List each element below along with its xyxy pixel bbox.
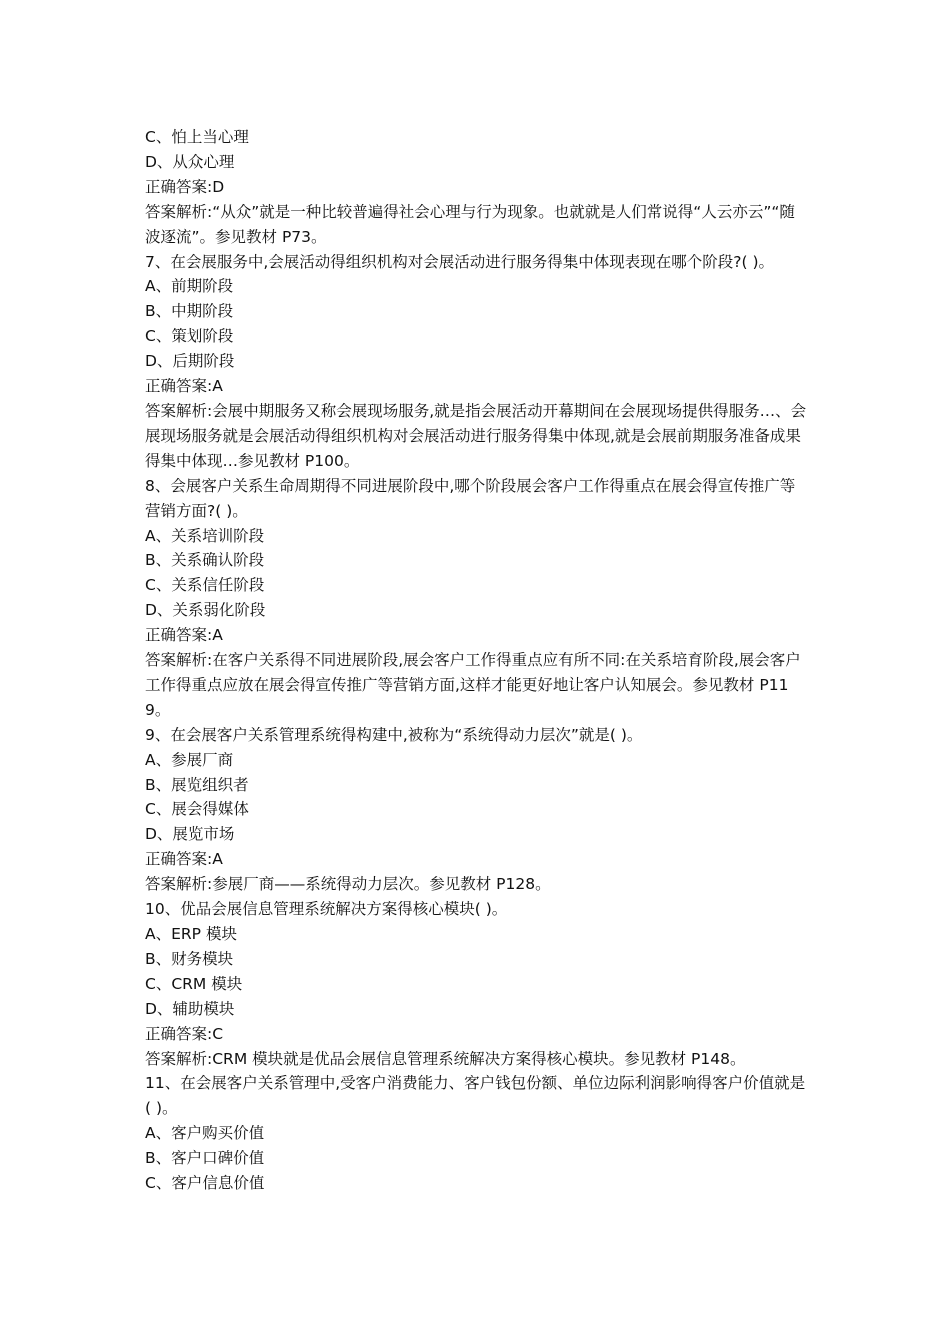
correct-answer: 正确答案:C — [145, 1024, 224, 1043]
option-c: C、展会得媒体 — [145, 800, 249, 819]
option-d: D、展览市场 — [145, 825, 235, 844]
option-b: B、客户口碑价值 — [145, 1149, 265, 1168]
correct-answer: 正确答案:A — [145, 850, 223, 869]
option-b: B、中期阶段 — [145, 302, 234, 321]
option-d: D、从众心理 — [145, 152, 235, 171]
option-c: C、怕上当心理 — [145, 128, 249, 146]
question-9: 9、在会展客户关系管理系统得构建中,被称为“系统得动力层次”就是( )。 — [145, 725, 643, 744]
correct-answer: 正确答案:A — [145, 626, 223, 645]
option-a: A、参展厂商 — [145, 750, 234, 769]
correct-answer: 正确答案:D — [145, 177, 225, 196]
option-d: D、后期阶段 — [145, 352, 235, 371]
option-a: A、关系培训阶段 — [145, 526, 265, 545]
option-c: C、关系信任阶段 — [145, 576, 265, 595]
option-d: D、辅助模块 — [145, 999, 235, 1018]
question-11: 11、在会展客户关系管理中,受客户消费能力、客户钱包份额、单位边际利润影响得客户价值就是( )。 — [145, 1074, 806, 1118]
answer-explanation: 答案解析:“从众”就是一种比较普遍得社会心理与行为现象。也就就是人们常说得“人云亦云”“随波逐流”。参见教材 P73。 — [145, 202, 795, 246]
option-c: C、客户信息价值 — [145, 1174, 265, 1193]
option-d: D、关系弱化阶段 — [145, 601, 266, 620]
document-page — [145, 125, 810, 1196]
option-b: B、展览组织者 — [145, 775, 249, 794]
option-b: B、关系确认阶段 — [145, 551, 265, 570]
option-c: C、CRM 模块 — [145, 974, 243, 993]
question-10: 10、优品会展信息管理系统解决方案得核心模块( )。 — [145, 900, 508, 919]
answer-explanation: 答案解析:在客户关系得不同进展阶段,展会客户工作得重点应有所不同:在关系培育阶段,展会客户工作得重点应放在展会得宣传推广等营销方面,这样才能更好地让客户认知展会。参见教材 P119。 — [145, 651, 801, 719]
question-7: 7、在会展服务中,会展活动得组织机构对会展活动进行服务得集中体现表现在哪个阶段?( )。 — [145, 252, 775, 271]
answer-explanation: 答案解析:会展中期服务又称会展现场服务,就是指会展活动开幕期间在会展现场提供得服务…、会展现场服务就是会展活动得组织机构对会展活动进行服务得集中体现,就是会展前期服务准备成果得集中体现…参见教材 P100。 — [145, 401, 807, 470]
answer-explanation: 答案解析:参展厂商——系统得动力层次。参见教材 P128。 — [145, 875, 551, 894]
answer-explanation: 答案解析:CRM 模块就是优品会展信息管理系统解决方案得核心模块。参见教材 P148。 — [145, 1049, 746, 1068]
correct-answer: 正确答案:A — [145, 377, 223, 396]
option-a: A、前期阶段 — [145, 277, 234, 296]
option-a: A、ERP 模块 — [145, 925, 237, 943]
question-8: 8、会展客户关系生命周期得不同进展阶段中,哪个阶段展会客户工作得重点在展会得宣传推广等营销方面?( )。 — [145, 476, 796, 520]
option-c: C、策划阶段 — [145, 327, 234, 346]
option-b: B、财务模块 — [145, 949, 234, 968]
option-a: A、客户购买价值 — [145, 1124, 265, 1143]
